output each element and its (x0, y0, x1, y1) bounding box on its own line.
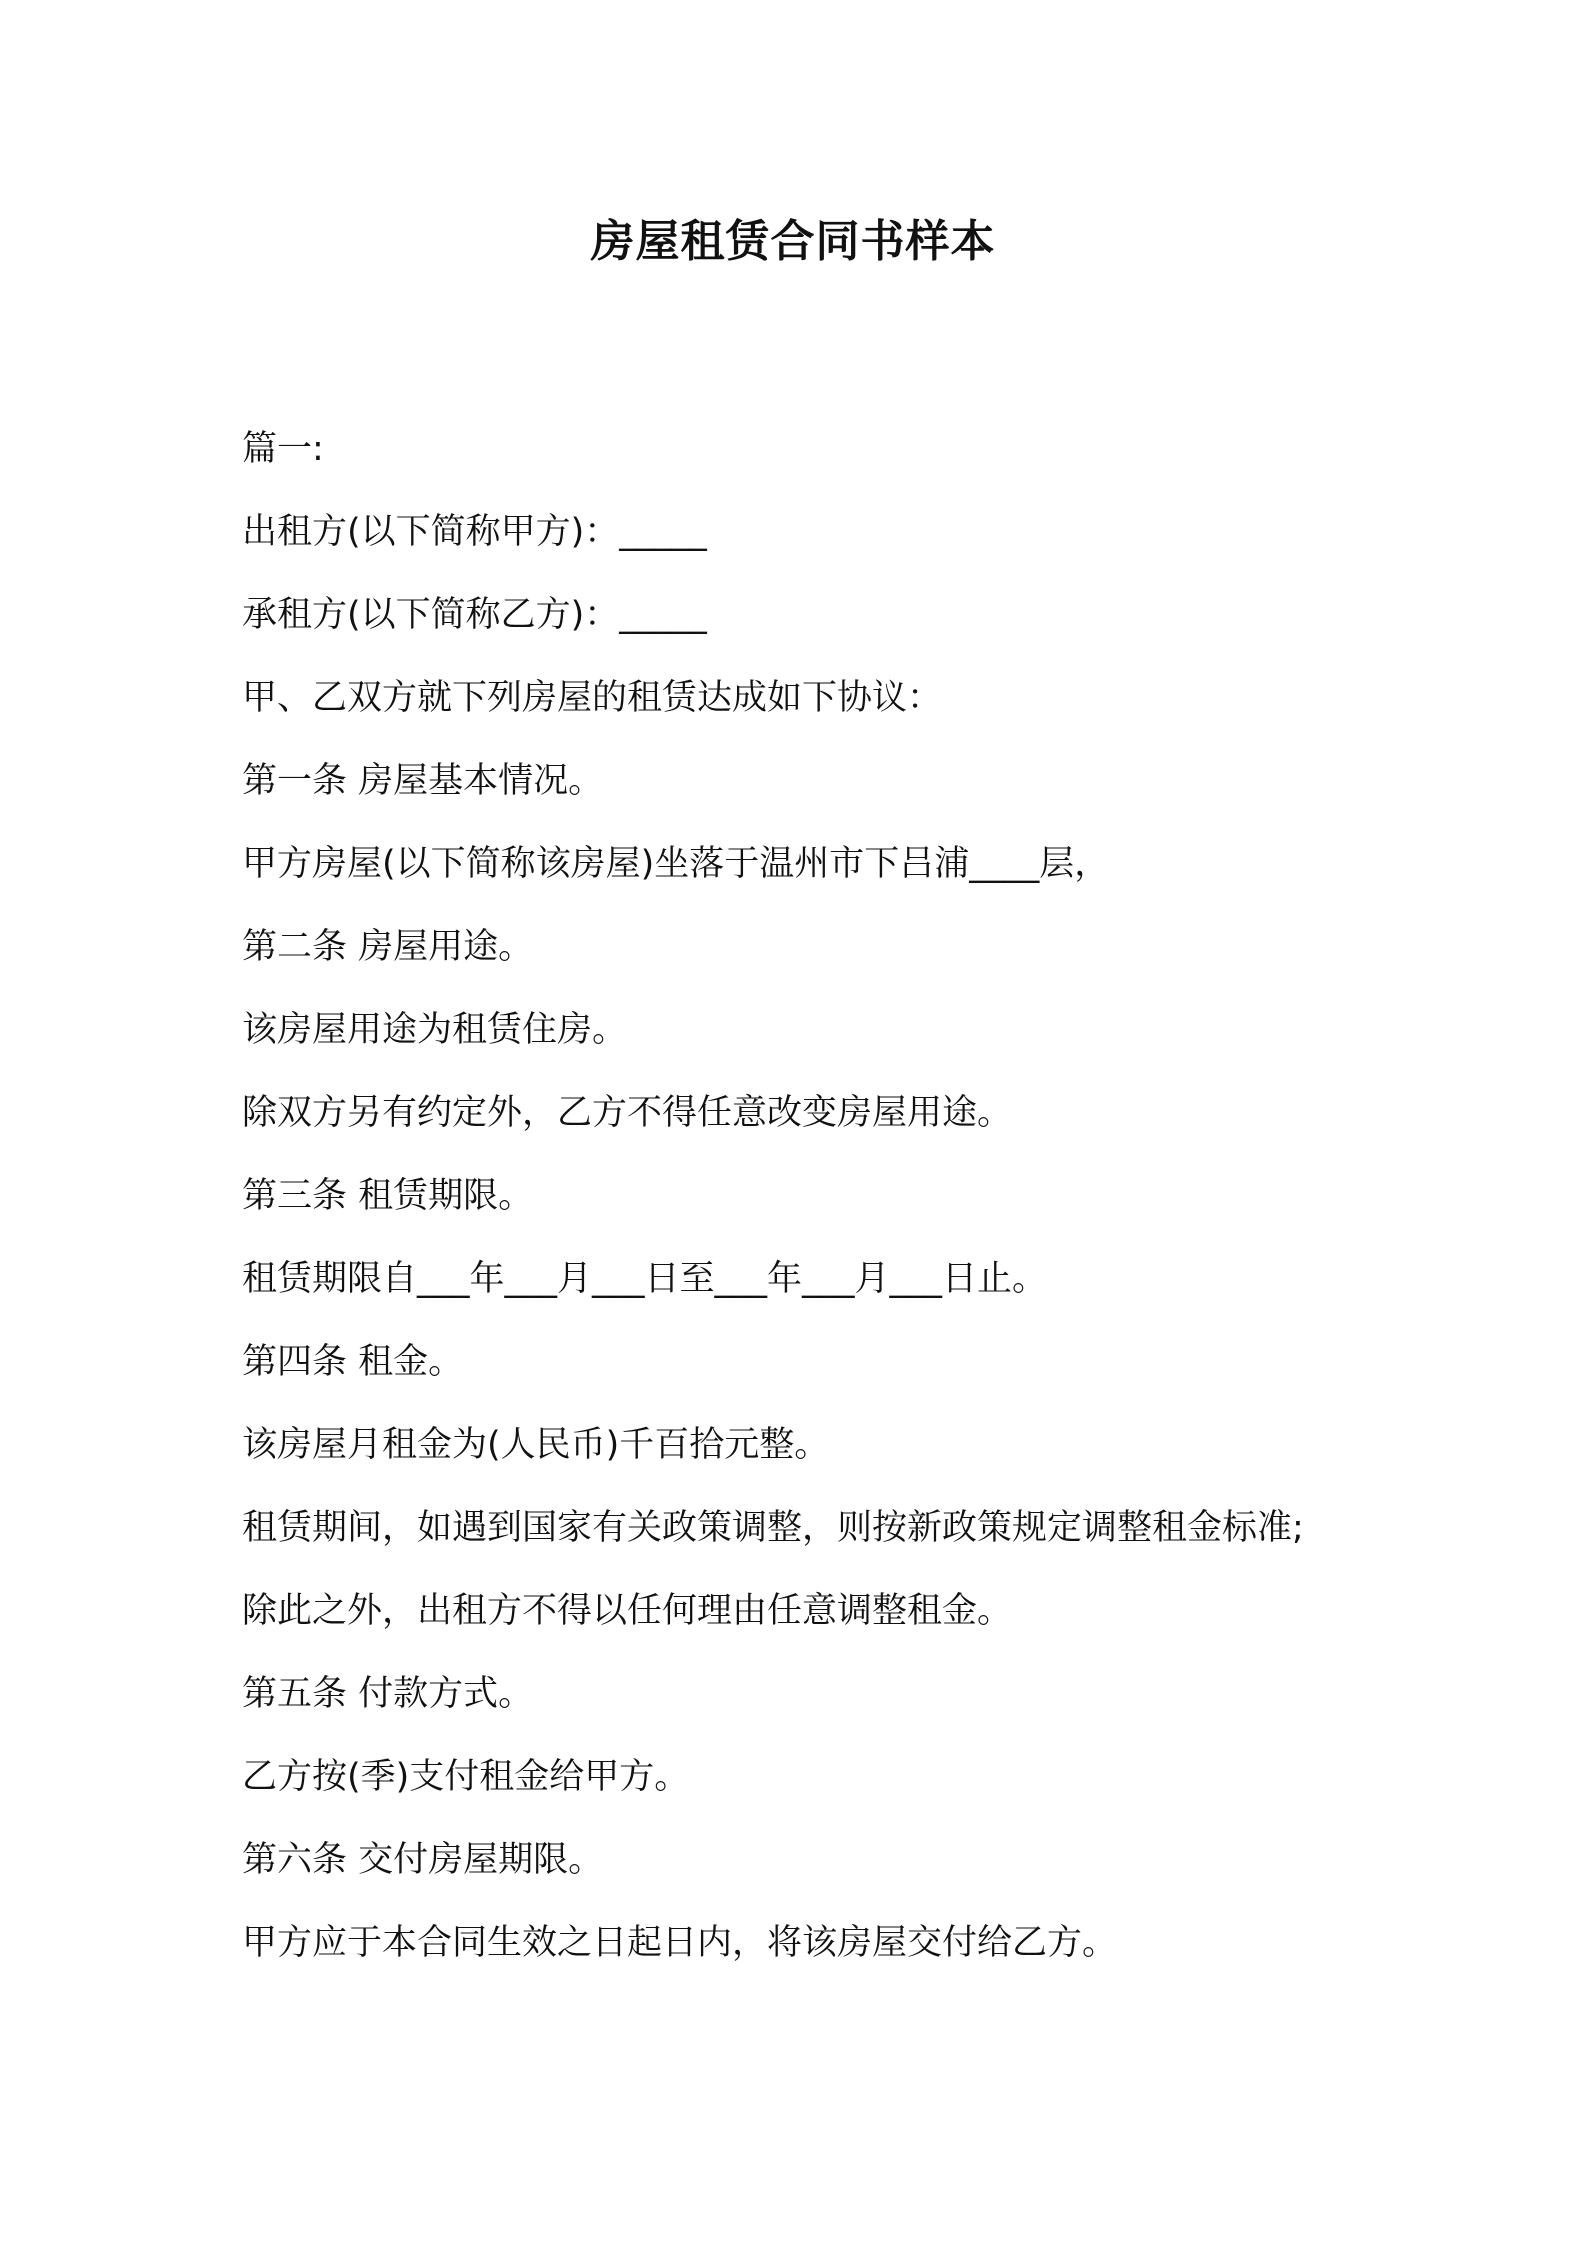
article-5-heading: 第五条 付款方式。 (242, 1674, 534, 1714)
article-3-heading: 第三条 租赁期限。 (242, 1176, 534, 1216)
section-heading-part-one: 篇一: (242, 429, 324, 469)
article-4-text-1: 该房屋月租金为(人民币)千百拾元整。 (242, 1425, 830, 1465)
article-1-heading: 第一条 房屋基本情况。 (242, 761, 604, 801)
article-4-text-3: 除此之外，出租方不得以任何理由任意调整租金。 (242, 1591, 1013, 1631)
article-2-text-1: 该房屋用途为租赁住房。 (242, 1010, 628, 1050)
article-6-heading: 第六条 交付房屋期限。 (242, 1840, 604, 1880)
document-body (242, 408, 1482, 1985)
article-4-heading: 第四条 租金。 (242, 1342, 464, 1382)
article-5-text: 乙方按(季)支付租金给甲方。 (242, 1757, 690, 1797)
lessee-line: 承租方(以下简称乙方)：_____ (242, 595, 707, 635)
article-4-text-2: 租赁期间，如遇到国家有关政策调整，则按新政策规定调整租金标准; (242, 1508, 1304, 1548)
article-1-text: 甲方房屋(以下简称该房屋)坐落于温州市下吕浦____层， (242, 844, 1110, 884)
article-3-text: 租赁期限自___年___月___日至___年___月___日止。 (242, 1259, 1048, 1299)
article-2-heading: 第二条 房屋用途。 (242, 927, 534, 967)
agreement-intro: 甲、乙双方就下列房屋的租赁达成如下协议： (242, 678, 943, 718)
document-title: 房屋租赁合同书样本 (590, 216, 996, 267)
article-2-text-2: 除双方另有约定外，乙方不得任意改变房屋用途。 (242, 1093, 1013, 1133)
lessor-line: 出租方(以下简称甲方)：_____ (242, 512, 707, 552)
article-6-text: 甲方应于本合同生效之日起日内，将该房屋交付给乙方。 (242, 1923, 1118, 1963)
